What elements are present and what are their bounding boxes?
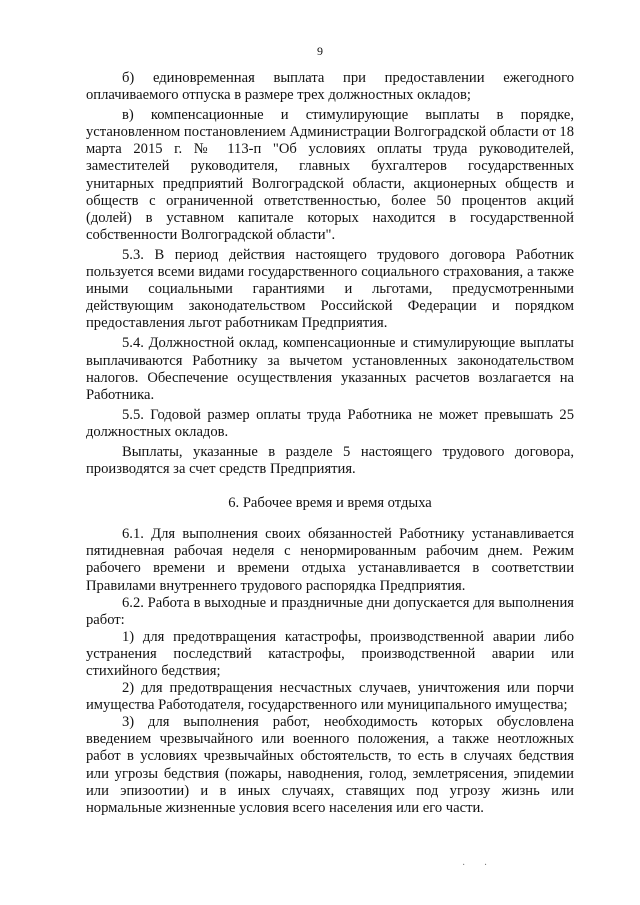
paragraph-payments: Выплаты, указанные в разделе 5 настоящего трудового договора, производятся за счет средств Предприятия. xyxy=(86,443,574,478)
paragraph-6-2: 6.2. Работа в выходные и праздничные дни допускается для выполнения работ: xyxy=(86,594,574,628)
paragraph-5-2-c: в) компенсационные и стимулирующие выплаты в порядке, установленном постановлением Администрации Волгоградской области от 18 марта 2015 г. № 113-п "Об условиях оплаты труда руководителей, заместителей руководителя, главных бухгалтеров государственных унитарных предприятий Волгоградской области, акционерных обществ и обществ с ограниченной ответственностью, более 50 процентов акций (долей) в уставном капитале которых находится в государственной собственности Волгоградской области". xyxy=(86,107,574,243)
page-number: 9 xyxy=(317,44,323,58)
paragraph-5-3: 5.3. В период действия настоящего трудового договора Работник пользуется всеми видами государственного социального страхования, а также иными социальными гарантиями и льготами, предусмотренными действующим законодательством Российской Федерации и порядком предоставления льгот работникам Предприятия. xyxy=(86,246,574,332)
paragraph-5-5: 5.5. Годовой размер оплаты труда Работника не может превышать 25 должностных окладов. xyxy=(86,406,574,440)
list-item-3: 3) для выполнения работ, необходимость которых обусловлена введением чрезвычайного или военного положения, а также неотложных работ в условиях чрезвычайных обстоятельств, то есть в случаях бедствия или угрозы бедствия (пожары, наводнения, голод, землетрясения, эпидемии или эпизоотии) и в иных случаях, ставящих под угрозу жизнь или нормальные жизненные условия всего населения или его части. xyxy=(86,714,574,816)
scan-artifact-dots: · · xyxy=(462,860,496,871)
document-body xyxy=(86,70,574,817)
paragraph-5-2-b: б) единовременная выплата при предоставлении ежегодного оплачиваемого отпуска в размере трех должностных окладов; xyxy=(86,70,574,104)
paragraph-6-1: 6.1. Для выполнения своих обязанностей Работнику устанавливается пятидневная рабочая неделя с ненормированным рабочим днем. Режим рабочего времени и времени отдыха устанавливается в соответствии Правилами внутреннего трудового распорядка Предприятия. xyxy=(86,526,574,594)
section-heading: 6. Рабочее время и время отдыха xyxy=(228,495,432,512)
list-item-2: 2) для предотвращения несчастных случаев, уничтожения или порчи имущества Работодателя, государственного или муниципального имущества; xyxy=(86,680,574,714)
paragraph-5-4: 5.4. Должностной оклад, компенсационные и стимулирующие выплаты выплачиваются Работнику за вычетом установленных законодательством налогов. Обеспечение осуществления указанных расчетов возлагается на Работника. xyxy=(86,335,574,403)
list-item-1: 1) для предотвращения катастрофы, производственной аварии либо устранения последствий катастрофы, производственной аварии или стихийного бедствия; xyxy=(86,628,574,679)
